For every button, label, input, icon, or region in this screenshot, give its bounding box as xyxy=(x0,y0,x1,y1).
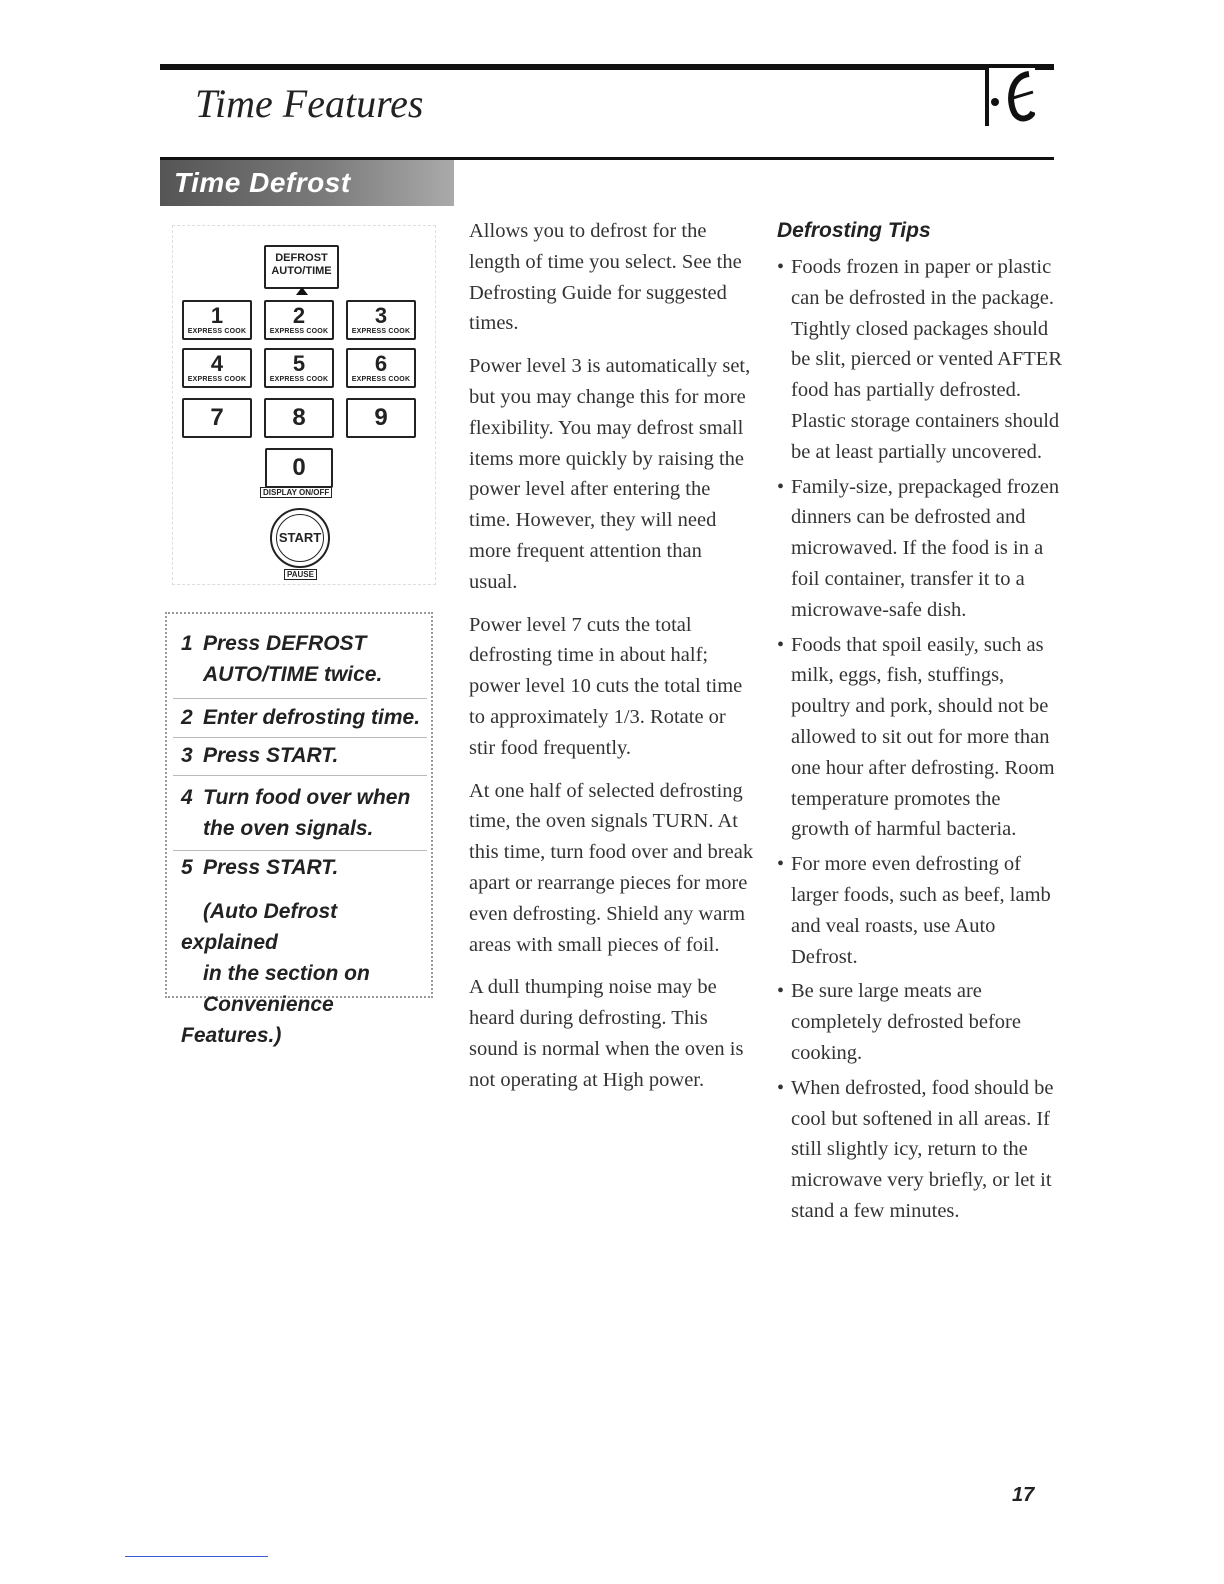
tips-heading: Defrosting Tips xyxy=(777,219,931,242)
step-4: 4 Turn food over when the oven signals. xyxy=(181,786,411,840)
tip-item: • For more even defrosting of larger foods, such as beef, lamb and veal roasts, use Auto Defrost. xyxy=(777,849,1062,972)
step-1: 1 Press DEFROST AUTO/TIME twice. xyxy=(181,632,383,686)
step-divider xyxy=(173,775,427,776)
tip-item: • Family-size, prepackaged frozen dinners can be defrosted and microwaved. If the food is in a foil container, transfer it to a microwave-safe dish. xyxy=(777,472,1062,626)
key-3: 3 EXPRESS COOK xyxy=(346,300,416,340)
tip-item: • Foods frozen in paper or plastic can be defrosted in the package. Tightly closed packages should be slit, pierced or vented AFTER food has partially defrosted. Plastic storage containers should be at least partially uncovered. xyxy=(777,252,1062,468)
tip-item: • When defrosted, food should be cool but softened in all areas. If still slightly icy, return to the microwave very briefly, or let it stand a few minutes. xyxy=(777,1073,1062,1227)
pause-label: PAUSE xyxy=(284,569,317,580)
key-5: 5 EXPRESS COOK xyxy=(264,348,334,388)
paragraph: At one half of selected defrosting time, the oven signals TURN. At this time, turn food over and break apart or rearrange pieces for more even defrosting. Shield any warm areas with small pieces of foil. xyxy=(469,779,754,956)
steps-box xyxy=(165,612,433,1047)
section-heading: Time Defrost xyxy=(160,160,454,206)
page-number: 17 xyxy=(1012,1484,1035,1506)
defrost-auto-time-key: DEFROST AUTO/TIME xyxy=(264,245,339,289)
step-divider xyxy=(173,737,427,738)
key-1: 1 EXPRESS COOK xyxy=(182,300,252,340)
top-rule xyxy=(160,64,1054,70)
key-6: 6 EXPRESS COOK xyxy=(346,348,416,388)
bottom-link-underline xyxy=(125,1556,268,1557)
key-0: 0 xyxy=(265,448,333,488)
key-7: 7 xyxy=(182,398,252,438)
defrosting-tips-column xyxy=(777,216,1062,1231)
display-on-off-label: DISPLAY ON/OFF xyxy=(260,487,332,498)
steps-note: (Auto Defrost explained in the section on Convenience Features.) xyxy=(181,900,370,1047)
paragraph: Allows you to defrost for the length of time you select. See the Defrosting Guide for suggested times. xyxy=(469,220,742,335)
page-title: Time Features xyxy=(195,81,424,126)
step-divider xyxy=(173,850,427,851)
section-logo-icon xyxy=(985,68,1035,126)
start-button-illustration: START xyxy=(270,508,330,568)
step-5: 5 Press START. xyxy=(181,856,339,879)
key-9: 9 xyxy=(346,398,416,438)
tip-item: • Be sure large meats are completely defrosted before cooking. xyxy=(777,976,1062,1068)
step-2: 2 Enter defrosting time. xyxy=(181,706,421,729)
step-divider xyxy=(173,698,427,699)
paragraph: Power level 7 cuts the total defrosting time in about half; power level 10 cuts the total time to approximately 1/3. Rotate or stir food frequently. xyxy=(469,613,743,759)
key-2: 2 EXPRESS COOK xyxy=(264,300,334,340)
body-text-column xyxy=(469,216,754,1108)
key-4: 4 EXPRESS COOK xyxy=(182,348,252,388)
step-3: 3 Press START. xyxy=(181,744,339,767)
arrow-up-icon xyxy=(296,287,308,295)
key-8: 8 xyxy=(264,398,334,438)
paragraph: A dull thumping noise may be heard during defrosting. This sound is normal when the oven is not operating at High power. xyxy=(469,976,744,1091)
tip-item: • Foods that spoil easily, such as milk, eggs, fish, stuffings, poultry and pork, should not be allowed to sit out for more than one hour after defrosting. Room temperature promotes the growth of harmful bacteria. xyxy=(777,630,1062,846)
keypad-illustration xyxy=(172,225,436,585)
paragraph: Power level 3 is automatically set, but you may change this for more flexibility. You may defrost small items more quickly by raising the power level after entering the time. However, they will need more frequent attention than usual. xyxy=(469,355,751,593)
